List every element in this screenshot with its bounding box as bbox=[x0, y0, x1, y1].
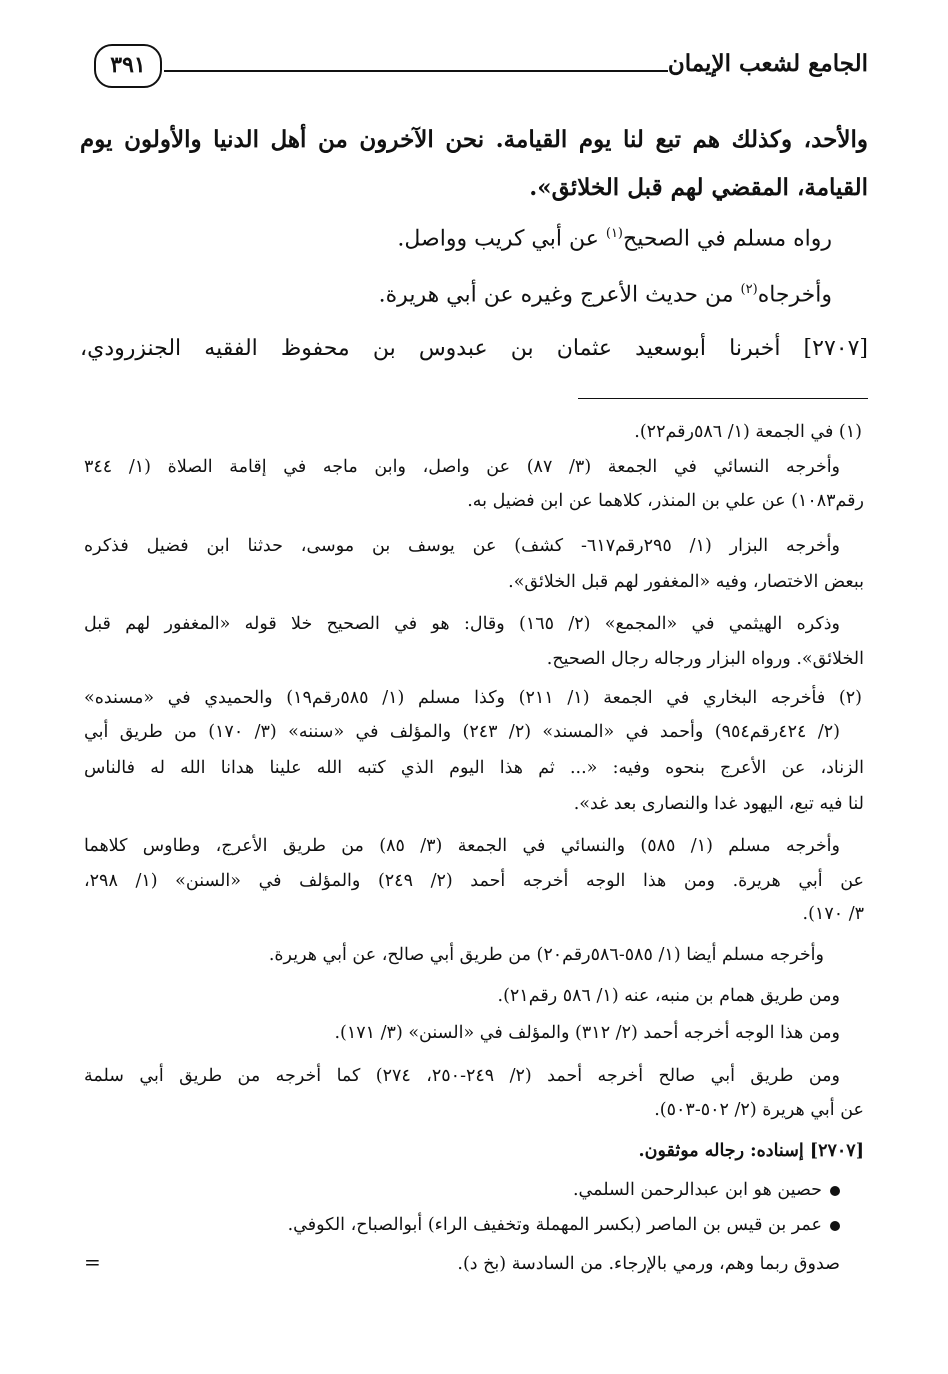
running-title: الجامع لشعب الإيمان bbox=[667, 50, 868, 77]
main-line-4-text-b: من حديث الأعرج وغيره عن أبي هريرة. bbox=[378, 282, 741, 308]
bullet-text: عمر بن قيس بن الماصر (بكسر المهملة وتخفيف الراء) أبوالصباح، الكوفي. bbox=[287, 1215, 822, 1235]
main-line-3-text-b: عن أبي كريب وواصل. bbox=[397, 226, 606, 252]
main-line-4 bbox=[80, 282, 868, 307]
footnote-line: وذكره الهيثمي في «المجمع» (٢/ ١٦٥) وقال: هو في الصحيح خلا قوله «المغفور لهم قبل bbox=[84, 614, 840, 634]
margin-mark: = bbox=[84, 1250, 101, 1274]
footnote-line: عن أبي هريرة. ومن هذا الوجه أخرجه أحمد (٢/ ٢٤٩) والمؤلف في «السنن» (١/ ٢٩٨، bbox=[84, 871, 864, 891]
footnote-line: صدوق ربما وهم، ورمي بالإرجاء. من السادسة (بخ د). bbox=[457, 1254, 840, 1274]
footnote-line: الزناد، عن الأعرج بنحوه وفيه: «... ثم هذا اليوم الذي كتبه الله علينا هدانا الله له فالناس bbox=[84, 758, 864, 778]
footnote-bullet-line bbox=[84, 1180, 864, 1200]
main-line-4-text-a: وأخرجاه bbox=[757, 282, 832, 308]
footnote-line: الخلائق». ورواه البزار ورجاله رجال الصحيح. bbox=[546, 649, 864, 669]
footnote-line: ببعض الاختصار، وفيه «المغفور لهم قبل الخلائق». bbox=[508, 572, 864, 592]
footnote-line: (١) في الجمعة (١/ ٥٨٦رقم٢٢). bbox=[634, 422, 862, 442]
header-rule bbox=[164, 70, 668, 72]
footnote-line: وأخرجه النسائي في الجمعة (٣/ ٨٧) عن واصل، وابن ماجه في إقامة الصلاة (١/ ٣٤٤ bbox=[84, 457, 841, 477]
bullet-icon bbox=[830, 1186, 840, 1196]
bullet-text: حصين هو ابن عبدالرحمن السلمي. bbox=[572, 1180, 822, 1200]
footnote-separator bbox=[578, 398, 868, 399]
footnote-line: عن أبي هريرة (٢/ ٥٠٢-٥٠٣). bbox=[654, 1100, 864, 1120]
footnote-line: [٢٧٠٧] إسناده: رجاله موثقون. bbox=[638, 1141, 864, 1161]
footnote-line: ومن طريق همام بن منبه، عنه (١/ ٥٨٦ رقم٢١). bbox=[497, 986, 840, 1006]
footnote-line: ومن هذا الوجه أخرجه أحمد (٢/ ٣١٢) والمؤلف في «السنن» (٣/ ١٧١). bbox=[334, 1023, 840, 1043]
main-line-5: [٢٧٠٧] أخبرنا أبوسعيد عثمان بن عبدوس بن محفوظ الفقيه الجنزرودي، bbox=[80, 336, 868, 361]
footnote-bullet-line bbox=[84, 1215, 864, 1235]
main-line-3-text-a: رواه مسلم في الصحيح bbox=[623, 226, 832, 252]
footnote-line: وأخرجه مسلم (١/ ٥٨٥) والنسائي في الجمعة (٣/ ٨٥) من طريق الأعرج، وطاوس كلاهما bbox=[84, 836, 840, 856]
footnote-line: لنا فيه تبع، اليهود غدا والنصارى بعد غد». bbox=[573, 794, 864, 814]
footnote-ref-1: (١) bbox=[605, 226, 623, 241]
main-line-1: والأحد، وكذلك هم تبع لنا يوم القيامة. نحن الآخرون من أهل الدنيا والأولون يوم bbox=[80, 126, 868, 153]
page-number-badge: ٣٩١ bbox=[94, 44, 162, 88]
main-line-3 bbox=[80, 226, 868, 251]
footnote-line: رقم١٠٨٣) عن علي بن المنذر، كلاهما عن ابن فضيل به. bbox=[467, 491, 864, 511]
footnote-ref-2: (٢) bbox=[740, 282, 758, 297]
footnote-line: ومن طريق أبي صالح أخرجه أحمد (٢/ ٢٤٩-٢٥٠، ٢٧٤) كما أخرجه من طريق أبي سلمة bbox=[84, 1066, 841, 1086]
footnote-line: وأخرجه البزار (١/ ٢٩٥رقم٦١٧- كشف) عن يوسف بن موسى، حدثنا ابن فضيل فذكره bbox=[84, 536, 840, 556]
footnote-line: (٢) فأخرجه البخاري في الجمعة (١/ ٢١١) وكذا مسلم (١/ ٥٨٥رقم١٩) والحميدي في «مسنده» bbox=[84, 688, 862, 708]
footnote-line: وأخرجه مسلم أيضا (١/ ٥٨٥-٥٨٦رقم٢٠) من طريق أبي صالح، عن أبي هريرة. bbox=[268, 945, 824, 965]
main-line-2: القيامة، المقضي لهم قبل الخلائق». bbox=[529, 174, 868, 201]
bullet-icon bbox=[830, 1221, 840, 1231]
page-header bbox=[94, 44, 868, 94]
footnote-line: (٢/ ٤٢٤رقم٩٥٤) وأحمد في «المسند» (٢/ ٢٤٣) والمؤلف في «سننه» (٣/ ١٧٠) من طريق أبي bbox=[84, 722, 840, 742]
footnote-line: ٣/ ١٧٠). bbox=[802, 904, 864, 924]
